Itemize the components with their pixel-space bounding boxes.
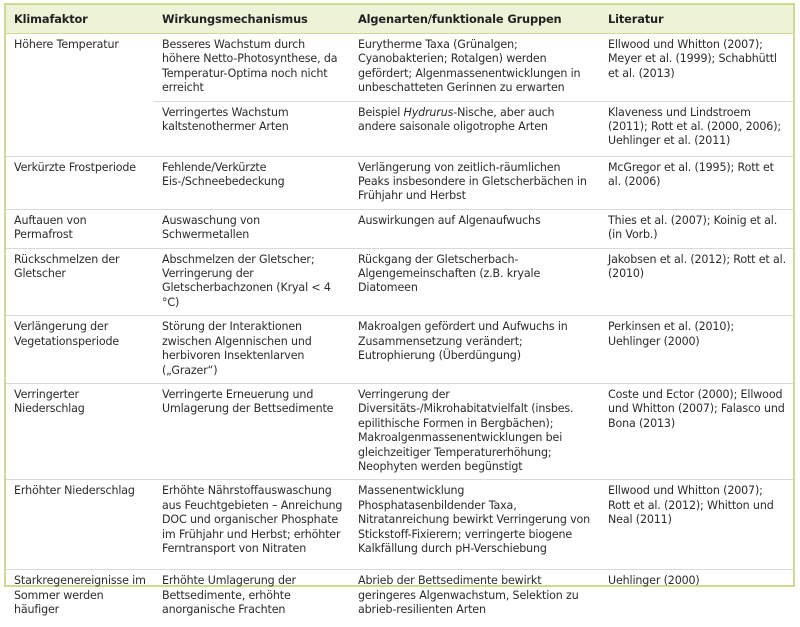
cell-mechanism: Störung der Interaktionen zwischen Algennischen und herbivoren Insektenlarven („Grazer“) bbox=[154, 316, 350, 384]
cell-mechanism: Erhöhte Nährstoffauswaschung aus Feuchtgebieten – Anreichung DOC und organischer Phosphate im Frühjahr und Herbst; erhöhter Ferntransport von Nitraten bbox=[154, 480, 350, 570]
cell-mechanism: Fehlende/Verkürzte Eis-/Schneebedeckung bbox=[154, 156, 350, 209]
cell-factor: Auftauen von Permafrost bbox=[6, 209, 154, 248]
header-klimafaktor: Klimafaktor bbox=[6, 5, 154, 34]
cell-factor: Verkürzte Frostperiode bbox=[6, 156, 154, 209]
cell-literature: Ellwood und Whitton (2007); Meyer et al. (1999); Schabhüttl et al. (2013) bbox=[608, 38, 777, 80]
cell-factor: Verlängerung der Vegetationsperiode bbox=[6, 316, 154, 384]
cell-literature: Jakobsen et al. (2012); Rott et al. (2010) bbox=[600, 248, 793, 316]
cell-literature: Ellwood und Whitton (2007); Rott et al. (2012); Whitton und Neal (2011) bbox=[600, 480, 793, 570]
header-algenarten: Algenarten/funktionale Gruppen bbox=[350, 5, 600, 34]
table-row bbox=[6, 316, 793, 384]
cell-literature: Coste und Ector (2000); Ellwood und Whitton (2007); Falasco und Bona (2013) bbox=[600, 383, 793, 479]
climate-factors-table-frame bbox=[4, 3, 795, 617]
cell-mechanism: Verringerte Erneuerung und Umlagerung der Bettsedimente bbox=[154, 383, 350, 479]
algae-prefix: Beispiel bbox=[358, 105, 404, 119]
table-row bbox=[6, 34, 793, 102]
cell-mechanism: Erhöhte Umlagerung der Bettsedimente, erhöhte anorganische Frachten bbox=[154, 570, 350, 627]
cell-factor: Rückschmelzen der Gletscher bbox=[6, 248, 154, 316]
cell-literature: Perkinsen et al. (2010); Uehlinger (2000) bbox=[600, 316, 793, 384]
table-row bbox=[6, 156, 793, 209]
cell-algae: Rückgang der Gletscherbach-Algengemeinschaften (z.B. kryale Diatomeen bbox=[350, 248, 600, 316]
cell-algae: Verringerung der Diversitäts-/Mikrohabitatvielfalt (insbes. epilithische Formen in Bergbächen); Makroalgenmassenentwicklungen bei gleichzeitiger Temperaturerhöhung; Neophyten werden begünstigt bbox=[350, 383, 600, 479]
climate-factors-table bbox=[6, 5, 793, 627]
table-row bbox=[6, 570, 793, 627]
cell-literature: McGregor et al. (1995); Rott et al. (2006) bbox=[600, 156, 793, 209]
algae-rest: -Nische, aber auch andere saisonale oligotrophe Arten bbox=[358, 105, 555, 134]
cell-mechanism: Besseres Wachstum durch höhere Netto-Photosynthese, da Temperatur-Optima noch nicht erreicht bbox=[162, 38, 338, 95]
cell-algae: Makroalgen gefördert und Aufwuchs in Zusammensetzung verändert; Eutrophierung (Überdüngung) bbox=[350, 316, 600, 384]
table-header-row bbox=[6, 5, 793, 34]
cell-mechanism: Abschmelzen der Gletscher; Verringerung der Gletscherbachzonen (Kryal < 4 °C) bbox=[154, 248, 350, 316]
header-literatur: Literatur bbox=[600, 5, 793, 34]
cell-algae: Eurytherme Taxa (Grünalgen; Cyanobakterien; Rotalgen) werden gefördert; Algenmassenentwicklungen in unbeschatteten Gerinnen zu erwarten bbox=[358, 38, 581, 95]
cell-algae: Abrieb der Bettsedimente bewirkt geringeres Algenwachstum, Selektion zu abrieb-resilienten Arten bbox=[350, 570, 600, 627]
algae-genus-italic: Hydrurus bbox=[403, 105, 454, 119]
cell-factor: Erhöhter Niederschlag bbox=[6, 480, 154, 570]
cell-algae: Auswirkungen auf Algenaufwuchs bbox=[350, 209, 600, 248]
table-row bbox=[6, 248, 793, 316]
header-wirkungsmechanismus: Wirkungsmechanismus bbox=[154, 5, 350, 34]
cell-factor: Starkregenereignisse im Sommer werden häufiger bbox=[6, 570, 154, 627]
cell-literature: Thies et al. (2007); Koinig et al. (in Vorb.) bbox=[600, 209, 793, 248]
cell-mechanism: Auswaschung von Schwermetallen bbox=[154, 209, 350, 248]
cell-literature: Klaveness und Lindstroem (2011); Rott et al. (2000, 2006); Uehlinger et al. (2011) bbox=[600, 101, 793, 156]
cell-factor: Verringerter Niederschlag bbox=[6, 383, 154, 479]
cell-algae bbox=[350, 101, 600, 156]
table-row bbox=[6, 209, 793, 248]
table-row bbox=[6, 480, 793, 570]
cell-algae: Verlängerung von zeitlich-räumlichen Peaks insbesondere in Gletscherbächen in Frühjahr und Herbst bbox=[350, 156, 600, 209]
table-row bbox=[6, 383, 793, 479]
cell-factor: Höhere Temperatur bbox=[14, 38, 119, 51]
cell-algae: Massenentwicklung Phosphatasenbildender Taxa, Nitratanreichung bewirkt Verringerung von Stickstoff-Fixierern; verringerte biogene Kalkfällung durch pH-Verschiebung bbox=[350, 480, 600, 570]
cell-literature: Uehlinger (2000) bbox=[600, 570, 793, 627]
cell-mechanism: Verringertes Wachstum kaltstenothermer Arten bbox=[154, 101, 350, 156]
